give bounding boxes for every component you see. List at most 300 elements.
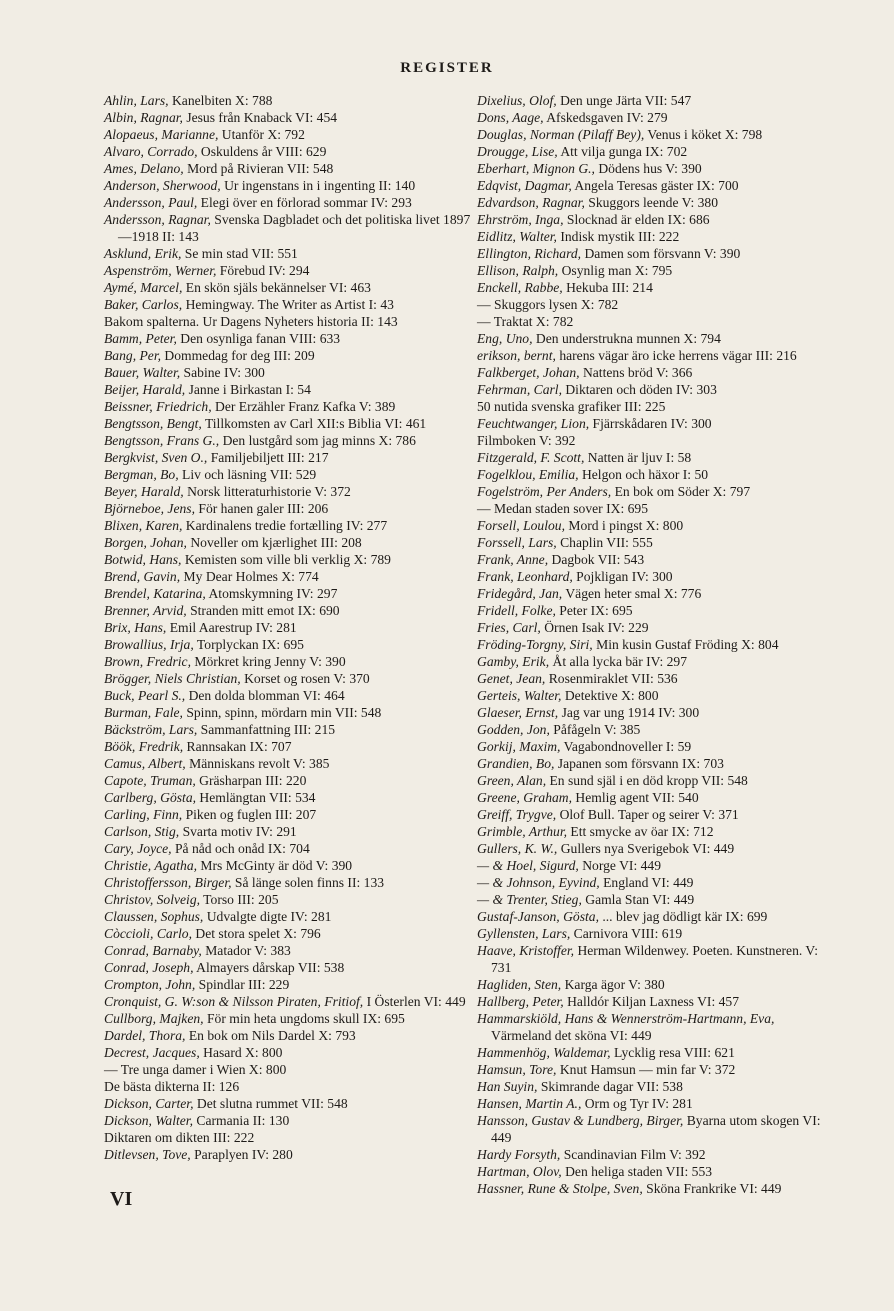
index-entry <box>104 279 476 296</box>
entry-author: Brenner, Arvid, <box>104 603 187 618</box>
entry-title: Slocknad är elden IX: 686 <box>563 212 710 227</box>
entry-author: Fridegård, Jan, <box>477 586 563 601</box>
index-entry <box>104 1095 476 1112</box>
entry-title: Piken og fuglen III: 207 <box>182 807 317 822</box>
entry-title: Den heliga staden VII: 553 <box>561 1164 713 1179</box>
entry-author: Beyer, Harald, <box>104 484 184 499</box>
entry-author: Grimble, Arthur, <box>477 824 568 839</box>
index-entry <box>477 364 831 381</box>
entry-author: Bergkvist, Sven O., <box>104 450 208 465</box>
entry-author: Fitzgerald, F. Scott, <box>477 450 585 465</box>
entry-title: Ett smycke av öar IX: 712 <box>567 824 714 839</box>
entry-title: Svarta motiv IV: 291 <box>179 824 297 839</box>
entry-title: Det slutna rummet VII: 548 <box>193 1096 348 1111</box>
entry-author: Bamm, Peter, <box>104 331 177 346</box>
entry-title: Indisk mystik III: 222 <box>556 229 680 244</box>
index-entry <box>104 517 476 534</box>
entry-title: Förebud IV: 294 <box>216 263 310 278</box>
index-entry <box>477 1078 831 1095</box>
entry-author: Blixen, Karen, <box>104 518 183 533</box>
entry-title: harens vägar äro icke herrens vägar III: 216 <box>555 348 797 363</box>
entry-title: England VI: 449 <box>599 875 694 890</box>
entry-title: Spinn, spinn, mördarn min VII: 548 <box>182 705 382 720</box>
entry-title: Skimrande dagar VII: 538 <box>537 1079 683 1094</box>
index-entry <box>104 160 476 177</box>
entry-author: Frank, Anne, <box>477 552 549 567</box>
entry-title: Filmboken V: 392 <box>477 433 576 448</box>
entry-title: Norsk litteraturhistorie V: 372 <box>183 484 351 499</box>
entry-author: Brend, Gavin, <box>104 569 181 584</box>
entry-author: Ditlevsen, Tove, <box>104 1147 191 1162</box>
entry-title: Utanför X: 792 <box>218 127 305 142</box>
entry-author: erikson, bernt, <box>477 348 556 363</box>
entry-title: En bok om Söder X: 797 <box>611 484 751 499</box>
index-entry <box>477 398 831 415</box>
index-entry <box>477 517 831 534</box>
entry-title: Janne i Birkastan I: 54 <box>185 382 311 397</box>
entry-author: Eng, Uno, <box>477 331 533 346</box>
entry-author: Grandien, Bo, <box>477 756 555 771</box>
entry-author: Fehrman, Carl, <box>477 382 562 397</box>
entry-author: Bang, Per, <box>104 348 162 363</box>
index-entry <box>104 1146 476 1163</box>
index-entry <box>104 993 476 1010</box>
index-entry <box>477 568 831 585</box>
index-entry <box>477 143 831 160</box>
entry-title: Svenska Dagbladet och det politiska livet 1897—1918 II: 143 <box>118 212 471 244</box>
entry-title: Oskuldens år VIII: 629 <box>197 144 327 159</box>
index-entry <box>477 789 831 806</box>
entry-title: Så länge solen finns II: 133 <box>231 875 385 890</box>
entry-title: Angela Teresas gäster IX: 700 <box>571 178 739 193</box>
index-entry <box>477 177 831 194</box>
entry-title: Norge VI: 449 <box>578 858 662 873</box>
index-entry <box>477 551 831 568</box>
entry-title: ... blev jag dödligt kär IX: 699 <box>598 909 768 924</box>
entry-author: Hagliden, Sten, <box>477 977 562 992</box>
index-entry <box>104 704 476 721</box>
entry-author: Bengtsson, Bengt, <box>104 416 202 431</box>
index-entry <box>477 1112 831 1146</box>
entry-author: Brögger, Niels Christian, <box>104 671 241 686</box>
entry-title: Bakom spalterna. Ur Dagens Nyheters historia II: 143 <box>104 314 398 329</box>
entry-author: Hamsun, Tore, <box>477 1062 557 1077</box>
index-entry <box>104 109 476 126</box>
entry-title: En sund själ i en död kropp VII: 548 <box>546 773 748 788</box>
entry-author: Andersson, Ragnar, <box>104 212 211 227</box>
entry-author: Bäckström, Lars, <box>104 722 198 737</box>
index-entry <box>477 857 831 874</box>
entry-author: Andersson, Paul, <box>104 195 198 210</box>
index-entry <box>104 891 476 908</box>
entry-title: Stranden mitt emot IX: 690 <box>186 603 340 618</box>
index-entry <box>477 1061 831 1078</box>
index-entry <box>104 466 476 483</box>
entry-title: Dommedag for deg III: 209 <box>161 348 315 363</box>
entry-author: Brown, Fredric, <box>104 654 191 669</box>
entry-author: Botwid, Hans, <box>104 552 182 567</box>
entry-author: Hansen, Martin A., <box>477 1096 582 1111</box>
index-entry <box>104 857 476 874</box>
entry-author: Greene, Graham, <box>477 790 573 805</box>
entry-author: Dons, Aage, <box>477 110 544 125</box>
entry-title: En bok om Nils Dardel X: 793 <box>185 1028 356 1043</box>
index-entry <box>477 976 831 993</box>
index-entry <box>477 432 831 449</box>
entry-author: Dixelius, Olof, <box>477 93 557 108</box>
entry-title: Den understrukna munnen X: 794 <box>532 331 721 346</box>
entry-title: Sköna Frankrike VI: 449 <box>642 1181 782 1196</box>
index-entry <box>477 330 831 347</box>
entry-title: Elegi över en förlorad sommar IV: 293 <box>197 195 412 210</box>
index-entry <box>104 1044 476 1061</box>
entry-title: Min kusin Gustaf Fröding X: 804 <box>592 637 779 652</box>
entry-author: Conrad, Barnaby, <box>104 943 202 958</box>
index-entry <box>104 296 476 313</box>
entry-title: Mord i pingst X: 800 <box>565 518 684 533</box>
entry-author: Alopaeus, Marianne, <box>104 127 219 142</box>
entry-author: Eidlitz, Walter, <box>477 229 557 244</box>
entry-title: Örnen Isak IV: 229 <box>540 620 649 635</box>
entry-author: Conrad, Joseph, <box>104 960 194 975</box>
index-entry <box>104 636 476 653</box>
index-entry <box>104 449 476 466</box>
index-entry <box>477 296 831 313</box>
entry-author: Christie, Agatha, <box>104 858 198 873</box>
entry-author: Cullborg, Majken, <box>104 1011 204 1026</box>
entry-title: Åt alla lycka bär IV: 297 <box>549 654 688 669</box>
entry-author: Brix, Hans, <box>104 620 167 635</box>
index-entry <box>104 772 476 789</box>
index-entry <box>477 449 831 466</box>
entry-title: De bästa dikterna II: 126 <box>104 1079 240 1094</box>
index-entry <box>104 653 476 670</box>
index-entry <box>104 874 476 891</box>
entry-author: Greiff, Trygve, <box>477 807 557 822</box>
entry-author: Còccioli, Carlo, <box>104 926 192 941</box>
entry-author: Hardy Forsyth, <box>477 1147 561 1162</box>
entry-author: Camus, Albert, <box>104 756 186 771</box>
index-entry <box>104 534 476 551</box>
index-entry <box>104 245 476 262</box>
entry-author: Alvaro, Corrado, <box>104 144 198 159</box>
index-entry <box>104 670 476 687</box>
entry-title: För hanen galer III: 206 <box>194 501 329 516</box>
entry-title: Kanelbiten X: 788 <box>168 93 273 108</box>
entry-title: Dödens hus V: 390 <box>594 161 702 176</box>
entry-title: Rannsakan IX: 707 <box>183 739 292 754</box>
entry-author: Decrest, Jacques, <box>104 1045 200 1060</box>
index-entry <box>104 755 476 772</box>
entry-title: Paraplyen IV: 280 <box>190 1147 293 1162</box>
entry-title: Korset og rosen V: 370 <box>240 671 370 686</box>
index-entry <box>477 891 831 908</box>
entry-title: Människans revolt V: 385 <box>185 756 330 771</box>
entry-author: Carling, Finn, <box>104 807 183 822</box>
entry-author: Burman, Fale, <box>104 705 183 720</box>
index-entry <box>477 636 831 653</box>
index-entry <box>104 177 476 194</box>
index-entry <box>104 347 476 364</box>
entry-author: Fröding-Torgny, Siri, <box>477 637 593 652</box>
entry-title: Gräsharpan III: 220 <box>195 773 307 788</box>
entry-author: Bergman, Bo, <box>104 467 179 482</box>
index-entry <box>477 500 831 517</box>
entry-author: Gamby, Erik, <box>477 654 550 669</box>
entry-title: Se min stad VII: 551 <box>181 246 298 261</box>
entry-author: Christoffersson, Birger, <box>104 875 232 890</box>
entry-title: Rosenmiraklet VII: 536 <box>545 671 678 686</box>
entry-author: Falkberget, Johan, <box>477 365 580 380</box>
index-entry <box>477 126 831 143</box>
index-entry <box>104 942 476 959</box>
entry-author: Hansson, Gustav & Lundberg, Birger, <box>477 1113 684 1128</box>
entry-title: Jag var ung 1914 IV: 300 <box>558 705 700 720</box>
entry-title: Hemingway. The Writer as Artist I: 43 <box>182 297 394 312</box>
page-folio: VI <box>110 1188 133 1210</box>
index-entry <box>477 245 831 262</box>
entry-title: Att vilja gunga IX: 702 <box>557 144 688 159</box>
entry-author: Hassner, Rune & Stolpe, Sven, <box>477 1181 643 1196</box>
entry-title: Lycklig resa VIII: 621 <box>610 1045 735 1060</box>
entry-title: Torplyckan IX: 695 <box>193 637 304 652</box>
entry-author: Ellison, Ralph, <box>477 263 559 278</box>
index-entry <box>104 619 476 636</box>
entry-author: Beissner, Friedrich, <box>104 399 212 414</box>
entry-author: Böök, Fredrik, <box>104 739 184 754</box>
entry-author: Cary, Joyce, <box>104 841 172 856</box>
entry-author: Hallberg, Peter, <box>477 994 564 1009</box>
entry-title: Noveller om kjærlighet III: 208 <box>186 535 362 550</box>
page-header: REGISTER <box>400 60 494 76</box>
entry-author: Bauer, Walter, <box>104 365 181 380</box>
index-entry <box>104 823 476 840</box>
index-entry <box>104 721 476 738</box>
entry-title: Spindlar III: 229 <box>195 977 290 992</box>
entry-title: För min heta ungdoms skull IX: 695 <box>203 1011 405 1026</box>
entry-title: Sammanfattning III: 215 <box>197 722 336 737</box>
index-entry <box>104 432 476 449</box>
entry-author: — & Johnson, Eyvind, <box>477 875 600 890</box>
index-entry <box>104 211 476 245</box>
index-entry <box>477 1010 831 1044</box>
index-entry <box>104 1027 476 1044</box>
index-entry <box>477 381 831 398</box>
entry-title: Udvalgte digte IV: 281 <box>203 909 332 924</box>
index-entry <box>104 483 476 500</box>
index-entry <box>104 568 476 585</box>
entry-author: Fogelklou, Emilia, <box>477 467 579 482</box>
entry-author: Cronquist, G. W:son & Nilsson Piraten, Fritiof, <box>104 994 364 1009</box>
index-entry <box>477 619 831 636</box>
entry-author: Bengtsson, Frans G., <box>104 433 220 448</box>
index-entry <box>477 194 831 211</box>
entry-author: Dardel, Thora, <box>104 1028 186 1043</box>
entry-title: Orm og Tyr IV: 281 <box>581 1096 693 1111</box>
entry-title: En skön själs bekännelser VI: 463 <box>182 280 371 295</box>
entry-title: Påfågeln V: 385 <box>549 722 641 737</box>
entry-title: Skuggors leende V: 380 <box>584 195 719 210</box>
index-entry <box>104 126 476 143</box>
entry-title: Sabine IV: 300 <box>180 365 265 380</box>
entry-author: Forsell, Loulou, <box>477 518 565 533</box>
entry-title: Olof Bull. Taper og seirer V: 371 <box>556 807 739 822</box>
index-entry <box>477 534 831 551</box>
index-entry <box>104 398 476 415</box>
entry-author: Douglas, Norman (Pilaff Bey), <box>477 127 645 142</box>
left-column <box>104 92 476 1163</box>
index-entry <box>104 551 476 568</box>
index-entry <box>477 687 831 704</box>
entry-title: Peter IX: 695 <box>555 603 633 618</box>
entry-title: Mörkret kring Jenny V: 390 <box>190 654 346 669</box>
entry-author: Christov, Solveig, <box>104 892 201 907</box>
entry-title: Venus i köket X: 798 <box>644 127 763 142</box>
entry-author: Asklund, Erik, <box>104 246 182 261</box>
entry-author: Hammenhög, Waldemar, <box>477 1045 611 1060</box>
entry-author: Forssell, Lars, <box>477 535 557 550</box>
index-entry <box>477 228 831 245</box>
entry-title: Diktaren om dikten III: 222 <box>104 1130 255 1145</box>
index-entry <box>477 653 831 670</box>
entry-title: Kardinalens tredie fortælling IV: 277 <box>182 518 388 533</box>
entry-author: Hammarskiöld, Hans & Wennerström-Hartmann, Eva, <box>477 1011 775 1026</box>
entry-author: Green, Alan, <box>477 773 547 788</box>
entry-title: Hasard X: 800 <box>199 1045 283 1060</box>
entry-title: Torso III: 205 <box>200 892 279 907</box>
entry-author: Enckell, Rabbe, <box>477 280 563 295</box>
index-entry <box>477 1163 831 1180</box>
entry-author: — & Trenter, Stieg, <box>477 892 582 907</box>
entry-title: Fjärrskådaren IV: 300 <box>589 416 712 431</box>
entry-author: Baker, Carlos, <box>104 297 183 312</box>
entry-author: Ellington, Richard, <box>477 246 582 261</box>
index-entry <box>477 262 831 279</box>
entry-title: — Traktat X: 782 <box>477 314 574 329</box>
entry-author: Dickson, Carter, <box>104 1096 194 1111</box>
entry-title: — Tre unga damer i Wien X: 800 <box>104 1062 287 1077</box>
index-entry <box>104 1061 476 1078</box>
entry-title: Den unge Järta VII: 547 <box>556 93 692 108</box>
entry-title: Det stora spelet X: 796 <box>191 926 321 941</box>
index-entry <box>477 1146 831 1163</box>
entry-title: Karga ägor V: 380 <box>561 977 665 992</box>
entry-author: Crompton, John, <box>104 977 196 992</box>
entry-title: Familjebiljett III: 217 <box>207 450 329 465</box>
entry-author: Feuchtwanger, Lion, <box>477 416 590 431</box>
index-entry <box>477 925 831 942</box>
entry-title: Natten är ljuv I: 58 <box>584 450 692 465</box>
entry-author: Ahlin, Lars, <box>104 93 169 108</box>
entry-title: Matador V: 383 <box>201 943 291 958</box>
entry-title: Vagabondnoveller I: 59 <box>560 739 692 754</box>
entry-author: Edqvist, Dagmar, <box>477 178 572 193</box>
index-entry <box>104 143 476 160</box>
index-entry <box>477 347 831 364</box>
entry-author: Gullers, K. W., <box>477 841 558 856</box>
entry-author: Capote, Truman, <box>104 773 196 788</box>
index-entry <box>104 976 476 993</box>
entry-title: Almayers dårskap VII: 538 <box>193 960 345 975</box>
index-entry <box>104 381 476 398</box>
entry-title: Carmania II: 130 <box>192 1113 290 1128</box>
entry-title: Kemisten som ville bli verklig X: 789 <box>181 552 391 567</box>
index-entry <box>477 993 831 1010</box>
entry-title: Helgon och häxor I: 50 <box>578 467 709 482</box>
index-entry <box>104 585 476 602</box>
index-entry <box>477 92 831 109</box>
index-entry <box>104 925 476 942</box>
index-entry <box>104 738 476 755</box>
entry-title: Carnivora VIII: 619 <box>570 926 683 941</box>
entry-author: Gerteis, Walter, <box>477 688 562 703</box>
entry-author: Carlson, Stig, <box>104 824 180 839</box>
entry-author: Genet, Jean, <box>477 671 546 686</box>
entry-title: I Österlen VI: 449 <box>363 994 466 1009</box>
index-entry <box>104 500 476 517</box>
entry-title: Nattens bröd V: 366 <box>579 365 693 380</box>
entry-author: Dickson, Walter, <box>104 1113 193 1128</box>
entry-author: Borgen, Johan, <box>104 535 187 550</box>
entry-title: 50 nutida svenska grafiker III: 225 <box>477 399 666 414</box>
entry-author: Han Suyin, <box>477 1079 538 1094</box>
entry-author: Anderson, Sherwood, <box>104 178 221 193</box>
index-entry <box>104 194 476 211</box>
index-entry <box>104 1112 476 1129</box>
entry-author: Eberhart, Mignon G., <box>477 161 595 176</box>
index-entry <box>477 279 831 296</box>
index-entry <box>477 942 831 976</box>
entry-title: Jesus från Knaback VI: 454 <box>182 110 338 125</box>
entry-author: Beijer, Harald, <box>104 382 186 397</box>
entry-title: Chaplin VII: 555 <box>556 535 653 550</box>
entry-author: Brendel, Katarina, <box>104 586 206 601</box>
entry-title: — Medan staden sover IX: 695 <box>477 501 649 516</box>
entry-title: Knut Hamsun — min far V: 372 <box>556 1062 736 1077</box>
entry-author: Drougge, Lise, <box>477 144 558 159</box>
index-entry <box>477 1044 831 1061</box>
entry-title: Liv och läsning VII: 529 <box>178 467 317 482</box>
entry-title: Byarna utom skogen VI: 449 <box>491 1113 821 1145</box>
index-entry <box>104 415 476 432</box>
entry-title: Diktaren och döden IV: 303 <box>561 382 717 397</box>
entry-author: Fries, Carl, <box>477 620 541 635</box>
index-entry <box>477 840 831 857</box>
entry-author: Frank, Leonhard, <box>477 569 573 584</box>
index-entry <box>104 1129 476 1146</box>
entry-title: Den lustgård som jag minns X: 786 <box>219 433 416 448</box>
entry-author: Carlberg, Gösta, <box>104 790 197 805</box>
entry-title: Hemlängtan VII: 534 <box>196 790 316 805</box>
index-entry <box>477 602 831 619</box>
index-entry <box>104 364 476 381</box>
index-entry <box>477 211 831 228</box>
entry-title: Der Erzähler Franz Kafka V: 389 <box>211 399 396 414</box>
entry-title: Herman Wildenwey. Poeten. Kunstneren. V: 731 <box>491 943 819 975</box>
entry-title: Ur ingenstans in i ingenting II: 140 <box>220 178 416 193</box>
index-entry <box>477 908 831 925</box>
entry-author: — & Hoel, Sigurd, <box>477 858 579 873</box>
index-entry <box>477 874 831 891</box>
entry-author: Glaeser, Ernst, <box>477 705 559 720</box>
entry-title: Detektive X: 800 <box>561 688 659 703</box>
entry-title: Dagbok VII: 543 <box>548 552 645 567</box>
entry-author: Aspenström, Werner, <box>104 263 217 278</box>
entry-author: Godden, Jon, <box>477 722 550 737</box>
entry-author: Buck, Pearl S., <box>104 688 186 703</box>
entry-title: Gamla Stan VI: 449 <box>581 892 695 907</box>
index-entry <box>104 92 476 109</box>
